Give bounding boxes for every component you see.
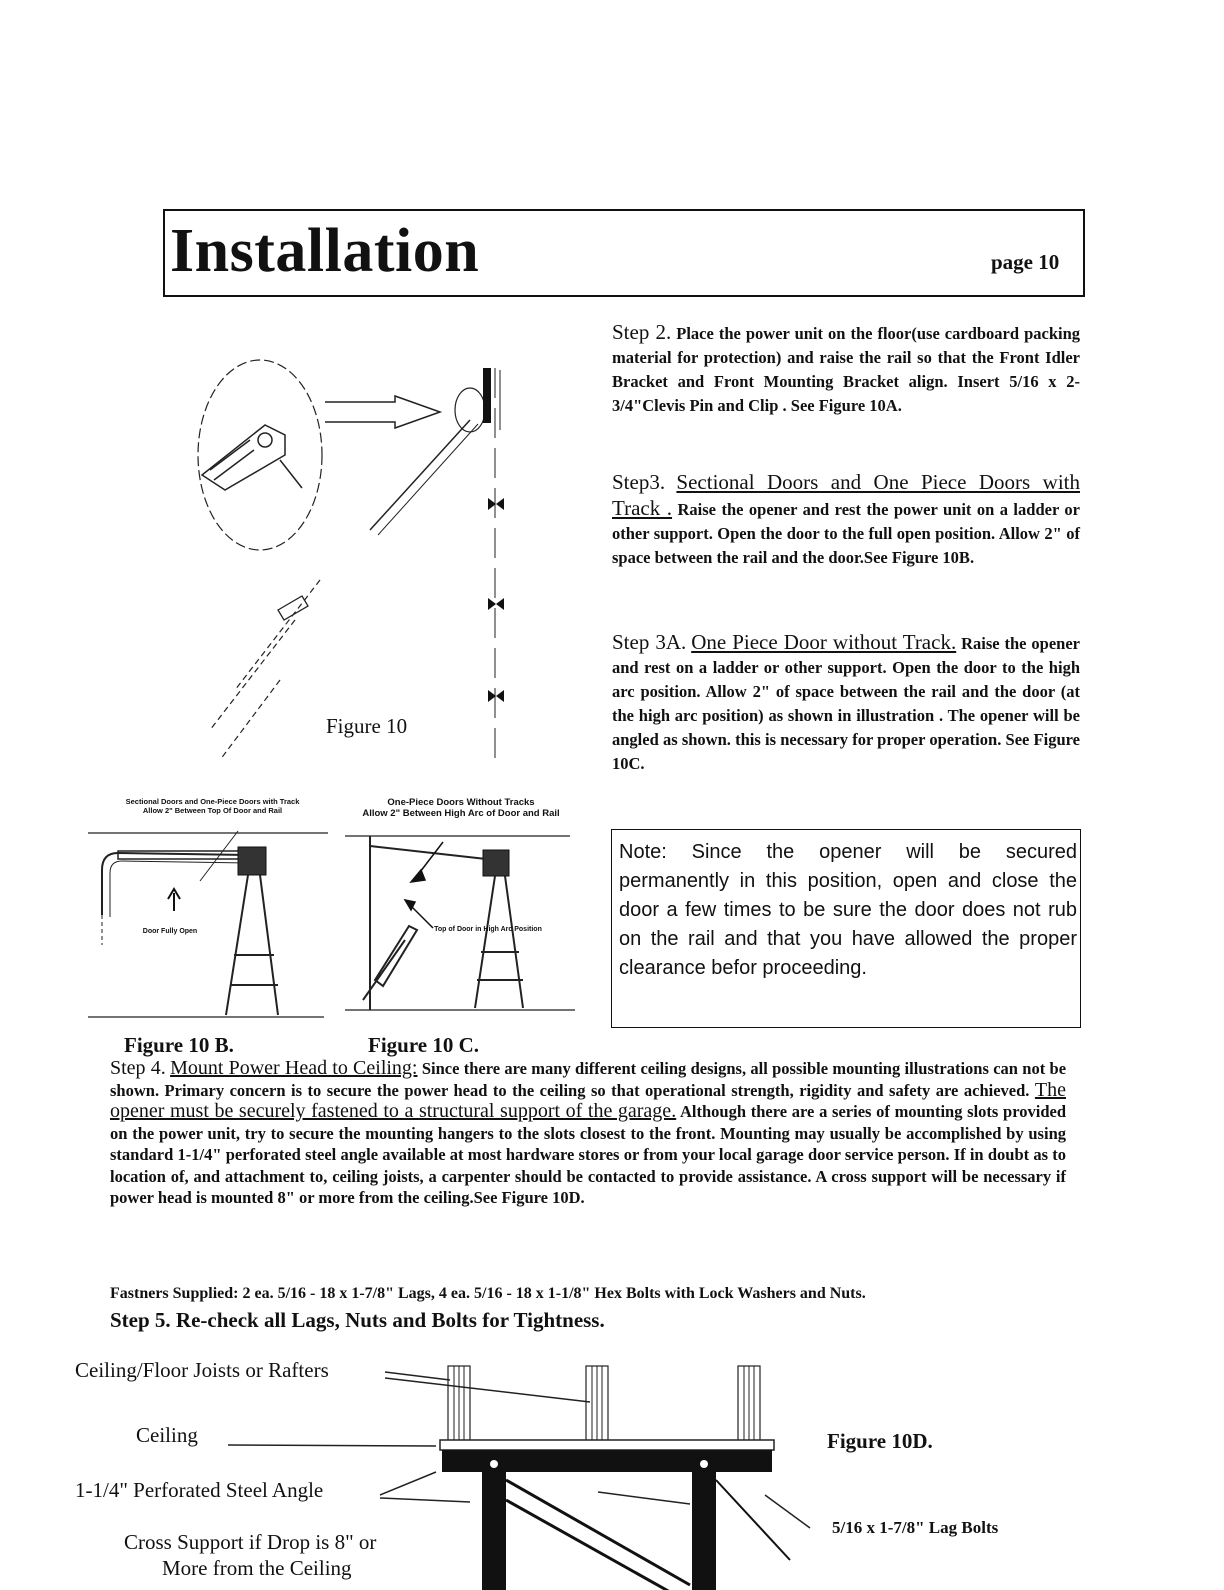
step-3-title: Sectional Doors and One Piece Doors with Track . [612,470,1080,520]
step-4-emphasis: The opener must be securely fastened to a structural support of the garage. [110,1078,1066,1122]
step-3 [612,470,1080,570]
figure-10c-door-label: Top of Door in High Arc Position [434,926,542,933]
figure-10b-caption [100,797,325,815]
step-4-body-1: Since there are many different ceiling designs, all possible mounting illustrations can not be shown. Primary concern is to secure the power head to the ceiling so that operational strength, rigidity and safety are achieved. [110,1059,1067,1100]
step-5: Step 5. Re-check all Lags, Nuts and Bolts for Tightness. [110,1308,605,1332]
label-cross-support: Cross Support if Drop is 8" or [124,1530,377,1554]
step-4 [110,1058,1066,1209]
label-perforated-angle: 1-1/4" Perforated Steel Angle [75,1478,324,1502]
page-number: page 10 [991,250,1060,274]
fasteners-supplied: Fastners Supplied: 2 ea. 5/16 - 18 x 1-7/8" Lags, 4 ea. 5/16 - 18 x 1-1/8" Hex Bolts with Lock Washers and Nuts. [110,1285,866,1302]
step-3-body: Raise the opener and rest the power unit on a ladder or other support. Open the door to the full open position. Allow 2" of space between the rail and the door.See Figure 10B. [612,500,1080,567]
label-joists: Ceiling/Floor Joists or Rafters [75,1358,329,1382]
figure-10b-illustration [88,825,328,1025]
step-4-lead: Step 4. [110,1057,166,1079]
figure-10b-caption-line-2: Allow 2" Between Top Of Door and Rail [142,806,283,815]
step-4-body-2: Although there are a series of mounting slots provided on the power unit, try to secure the mounting hangers to the slots closest to the front. Mounting may usually be accomplished by using standard 1-1/4" perforated steel angle available at most hardware stores or from your local garage door service person. If in doubt as to location of, and attachment to, ceiling joists, a carpenter should be contacted to provide assistance. A cross support will be necessary if power head is mounted 8" or more from the ceiling.See Figure 10D. [110,1102,1066,1207]
step-3a-lead: Step 3A. [612,630,687,654]
figure-10c-caption [328,797,594,819]
step-3a-title: One Piece Door without Track. [691,630,957,654]
step-4-title: Mount Power Head to Ceiling: [170,1057,418,1079]
step-3a [612,630,1080,776]
figure-10b-caption-line-1: Sectional Doors and One-Piece Doors with Track [125,797,300,806]
figure-10b-label: Figure 10 B. [124,1033,234,1057]
label-cross-support-2: More from the Ceiling [162,1556,352,1580]
page-title: Installation [170,217,480,285]
figure-10c-caption-line-2: Allow 2" Between High Arc of Door and Rail [362,808,560,819]
figure-10-illustration [190,320,520,770]
label-ceiling: Ceiling [136,1423,198,1447]
step-2-lead: Step 2. [612,320,672,344]
step-2 [612,320,1080,418]
figure-10-label: Figure 10 [326,714,408,738]
label-lag-bolts: 5/16 x 1-7/8" Lag Bolts [832,1518,999,1537]
figure-10c-caption-line-1: One-Piece Doors Without Tracks [387,797,535,808]
step-3-lead: Step3. [612,470,666,494]
step-2-body: Place the power unit on the floor(use cardboard packing material for protection) and raise the rail so that the Front Idler Bracket and Front Mounting Bracket align. Insert 5/16 x 2-3/4"Clevis Pin and Clip . See Figure 10A. [612,324,1081,415]
figure-10c-label: Figure 10 C. [368,1033,480,1057]
figure-10b-door-label: Door Fully Open [142,928,198,935]
note-text: Note: Since the opener will be secured permanently in this position, open and close the door a few times to be sure the door does not rub on the rail and that you have allowed the proper clearance befor proceeding. [619,841,1077,979]
figure-10d-label: Figure 10D. [827,1429,933,1453]
step-3a-body: Raise the opener and rest on a ladder or other support. Open the door to the high arc position. Allow 2" of space between the rail and the door (at the high arc position) as shown in illustration . The opener will be angled as shown. this is necessary for proper operation. See Figure 10C. [612,634,1080,773]
